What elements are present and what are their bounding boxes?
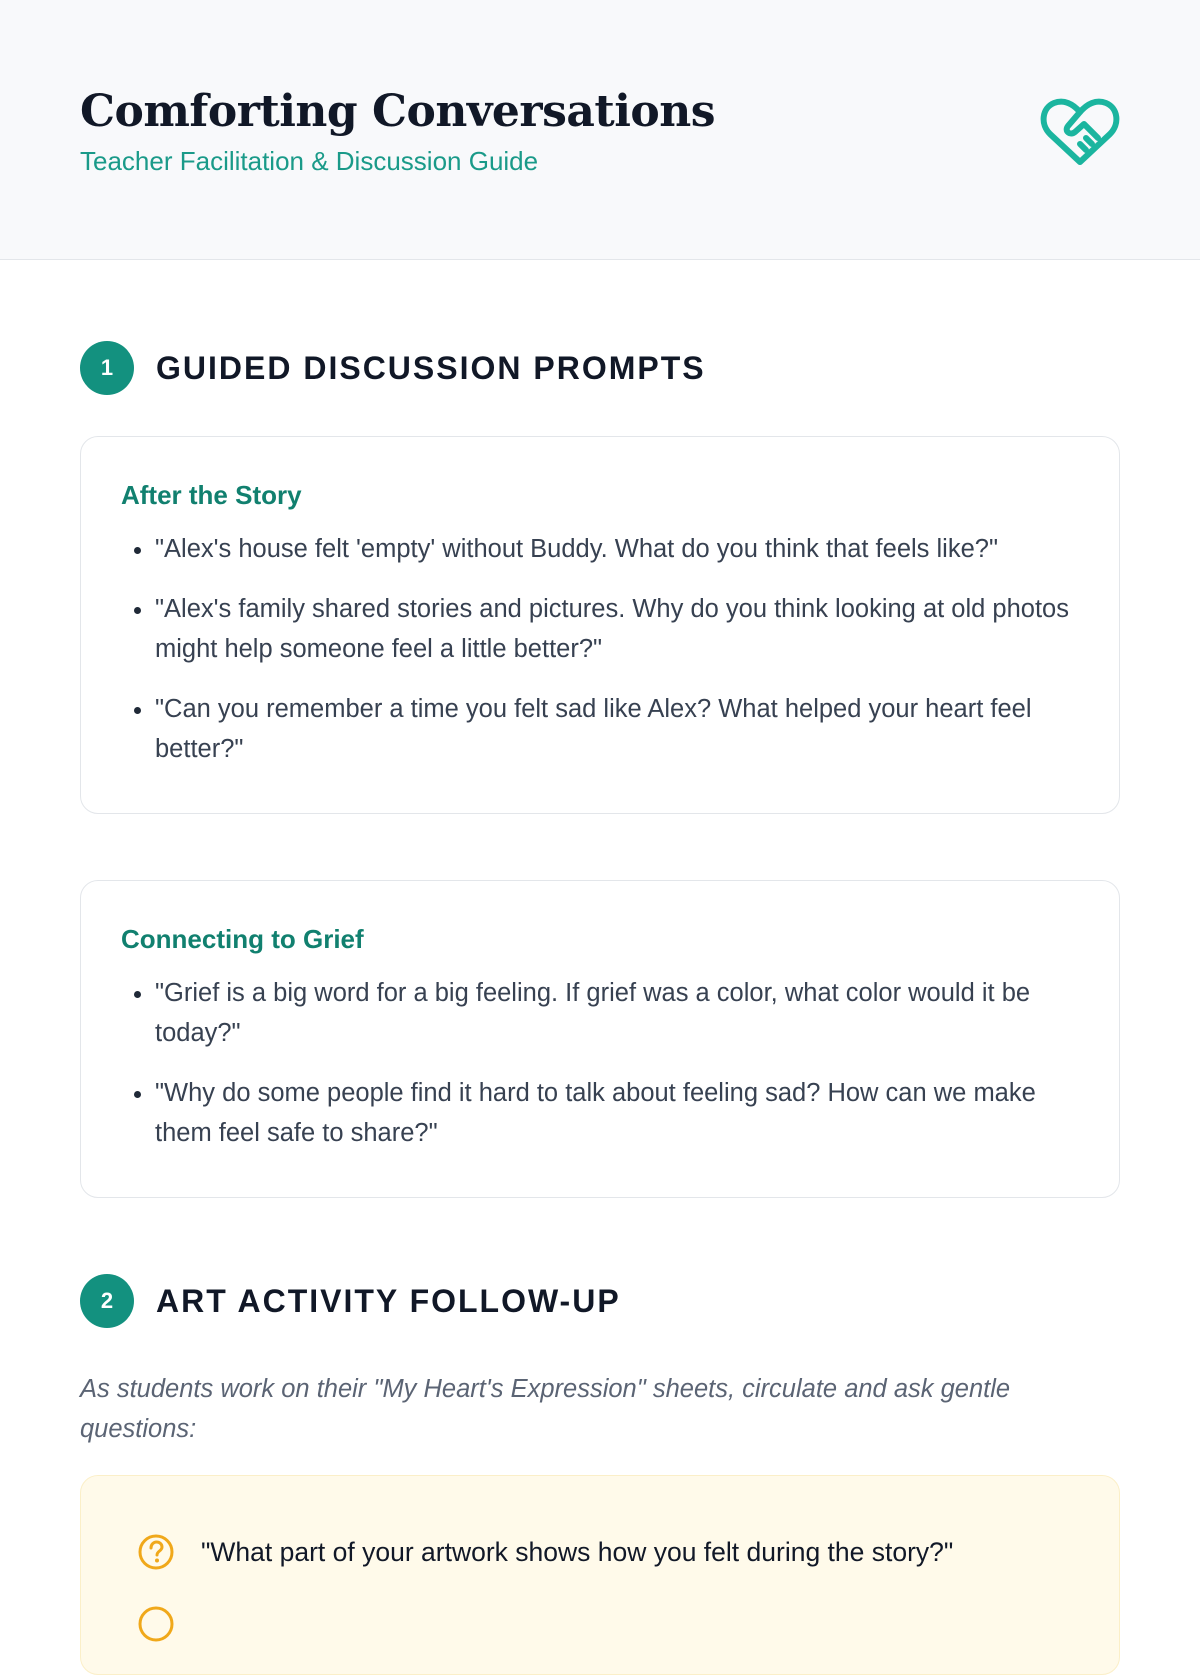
gentle-questions-box	[80, 1475, 1120, 1675]
list-item: • "Alex's house felt 'empty' without Buddy. What do you think that feels like?"	[155, 529, 1079, 569]
prompt-card-connecting-grief	[80, 880, 1120, 1198]
page-title: Comforting Conversations	[80, 86, 716, 137]
page-header	[0, 0, 1200, 260]
question-circle-icon	[137, 1533, 175, 1571]
question-item	[137, 1528, 1119, 1576]
section-guided-discussion	[80, 341, 706, 395]
section-art-activity	[80, 1274, 621, 1328]
prompt-card-after-story	[80, 436, 1120, 814]
list-item: • "Grief is a big word for a big feeling. If grief was a color, what color would it be today?"	[155, 973, 1079, 1053]
list-item: • "Can you remember a time you felt sad like Alex? What helped your heart feel better?"	[155, 689, 1079, 769]
step-number-badge: 1	[80, 341, 134, 395]
question-text: "What part of your artwork shows how you felt during the story?"	[201, 1536, 954, 1567]
list-item: • "Alex's family shared stories and pictures. Why do you think looking at old photos might help someone feel a little better?"	[155, 589, 1079, 669]
card-title: After the Story	[121, 480, 302, 510]
prompt-list	[121, 973, 1079, 1153]
heart-handshake-icon	[1040, 96, 1120, 168]
prompt-list	[121, 529, 1079, 769]
question-item-partial	[137, 1600, 1119, 1648]
section-title: GUIDED DISCUSSION PROMPTS	[156, 349, 706, 386]
page-subtitle: Teacher Facilitation & Discussion Guide	[80, 146, 539, 176]
section-intro: As students work on their "My Heart's Expression" sheets, circulate and ask gentle questions:	[80, 1375, 1011, 1443]
question-circle-icon	[137, 1605, 175, 1643]
card-title: Connecting to Grief	[121, 924, 364, 954]
section-title: ART ACTIVITY FOLLOW-UP	[156, 1282, 621, 1319]
list-item: • "Why do some people find it hard to talk about feeling sad? How can we make them feel safe to share?"	[155, 1073, 1079, 1153]
step-number-badge: 2	[80, 1274, 134, 1328]
